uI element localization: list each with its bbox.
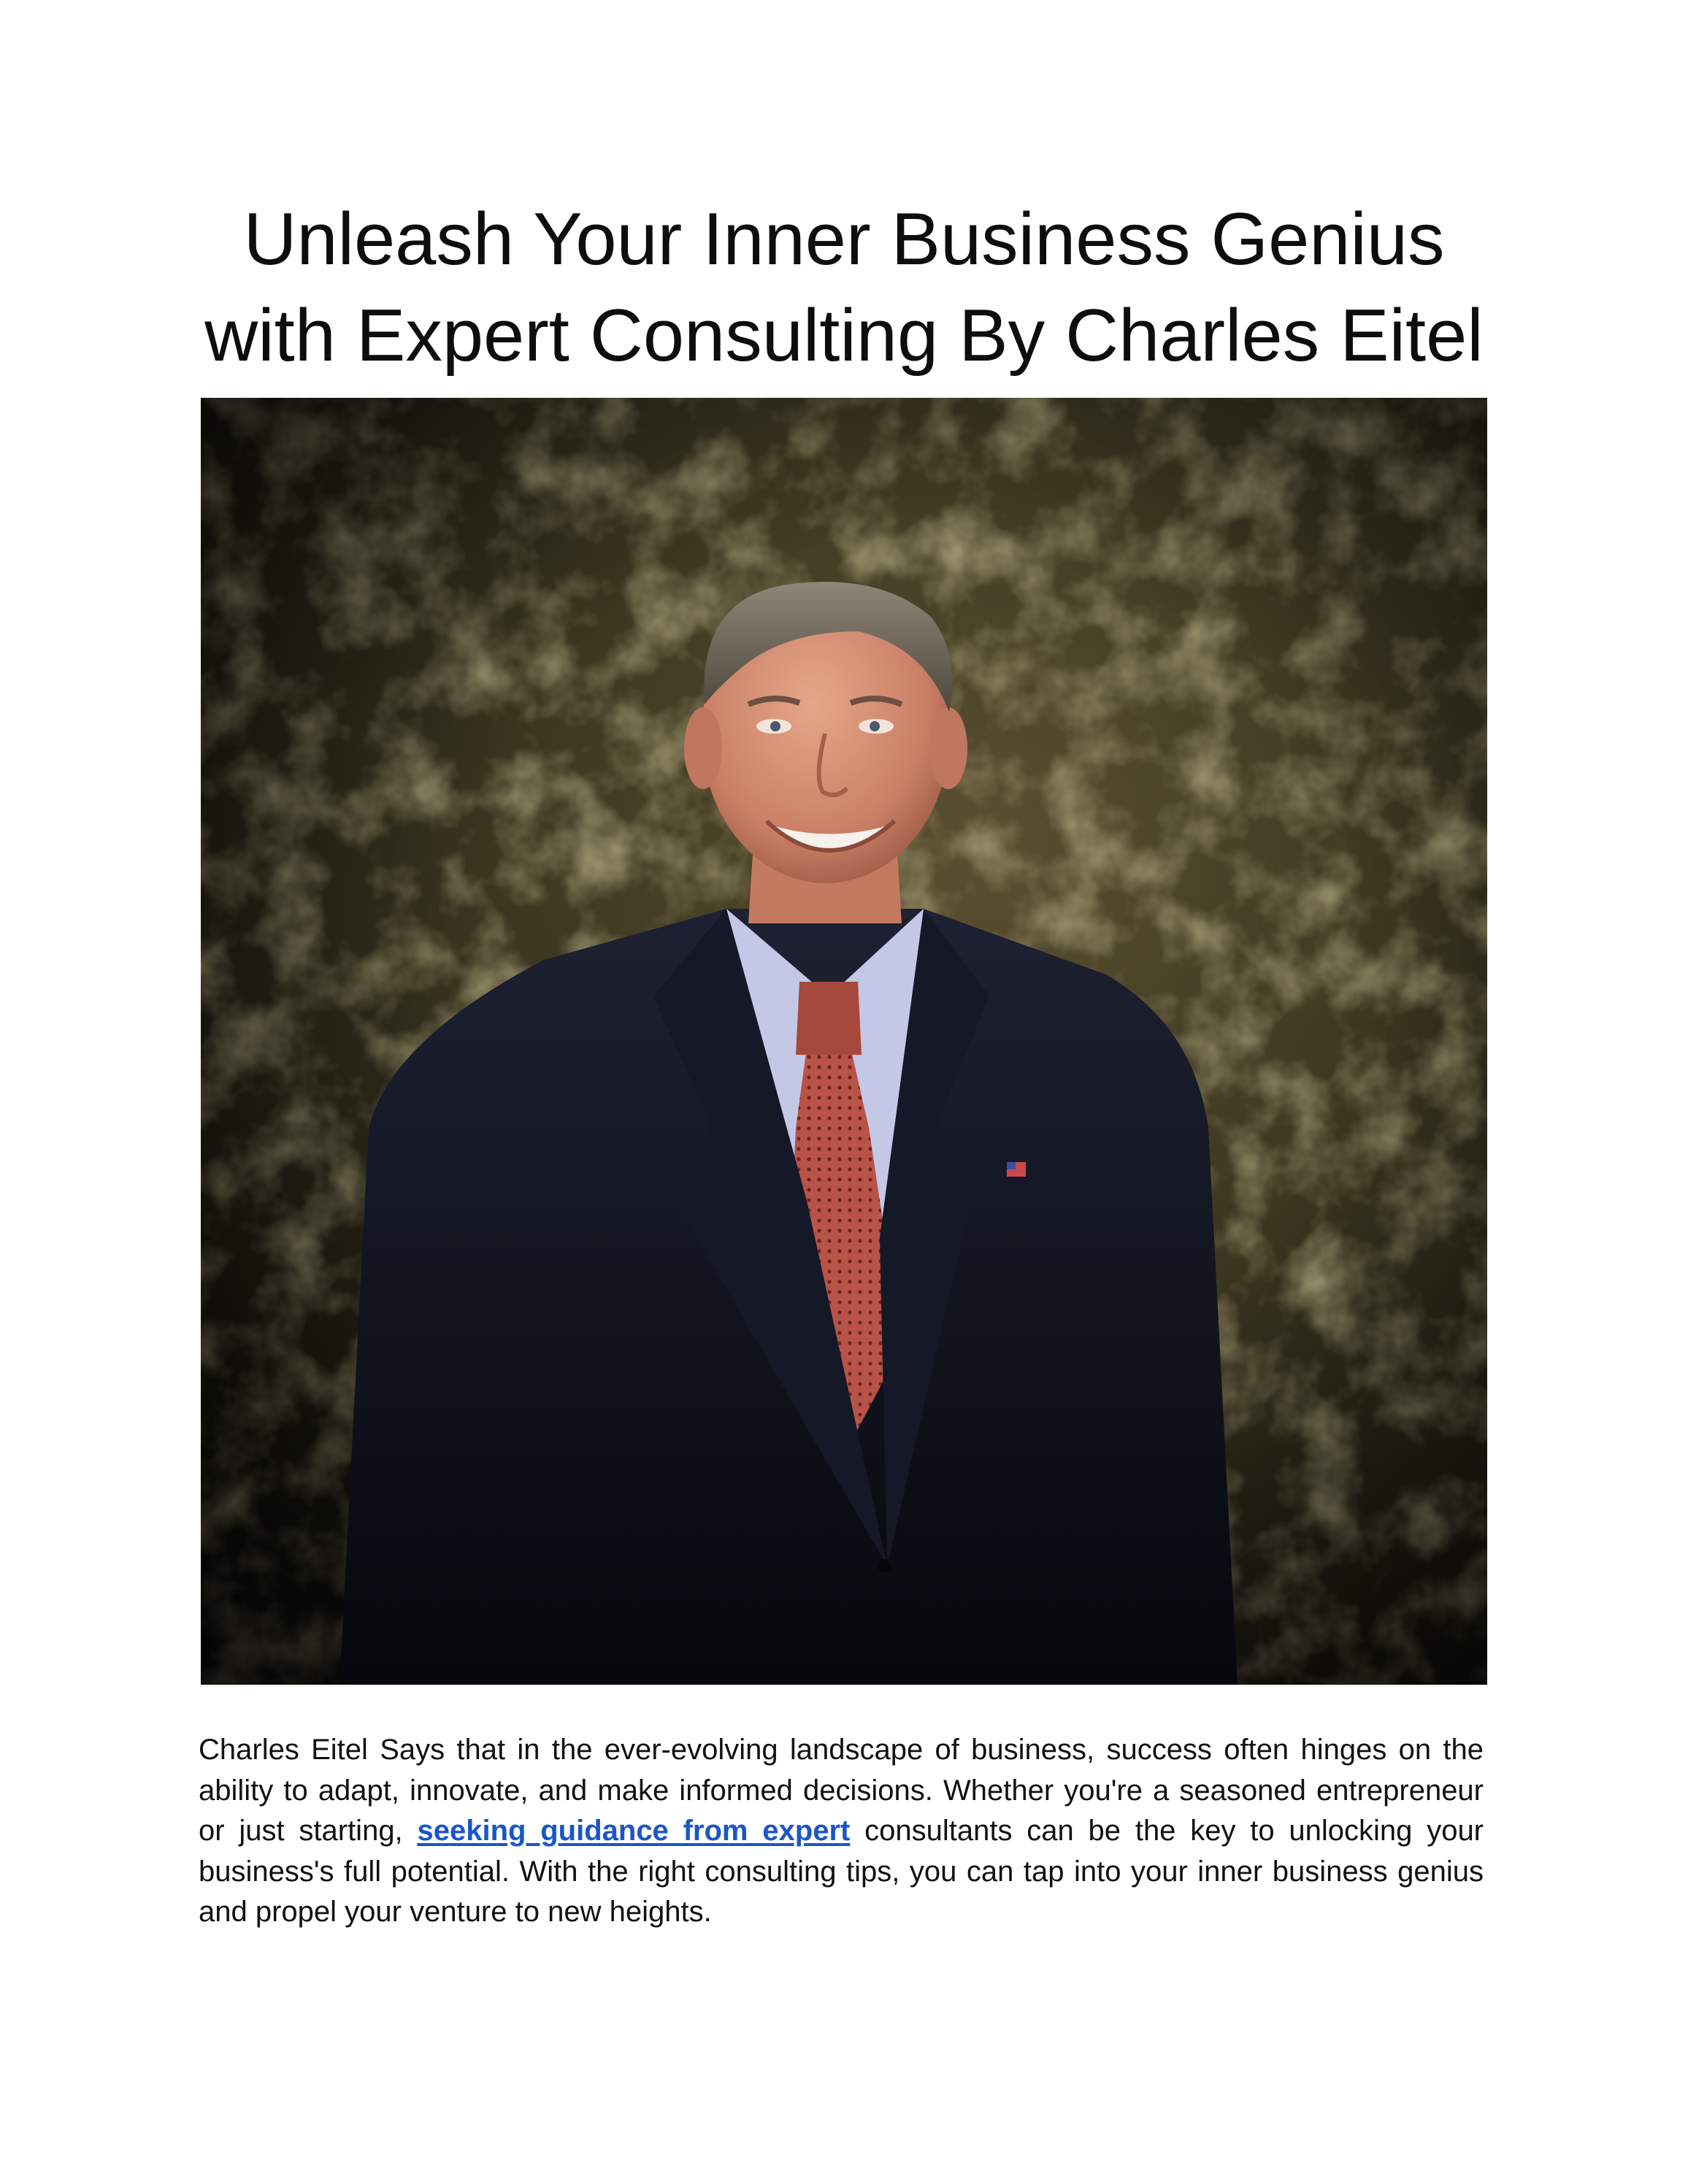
paragraph-text-before-link: Charles Eitel Says that in the ever-evolving landscape of business, success often hinges on the ability to adapt, innovate, and make informed decisions. Whether you're a seasoned entrepreneur or just starting, — [199, 1734, 1484, 1847]
paragraph-text-after-link: consultants can be the key to unlocking your business's full potential. With the right consulting tips, you can tap into your inner business genius and propel your venture to new heights. — [199, 1815, 1484, 1929]
portrait-photo — [201, 398, 1487, 1685]
title-line-1: Unleash Your Inner Business Genius — [243, 199, 1445, 280]
body-paragraph — [199, 1730, 1484, 1933]
expert-guidance-link[interactable]: seeking guidance from expert — [417, 1815, 851, 1847]
page-title — [146, 191, 1542, 384]
title-line-2: with Expert Consulting By Charles Eitel — [204, 295, 1484, 377]
